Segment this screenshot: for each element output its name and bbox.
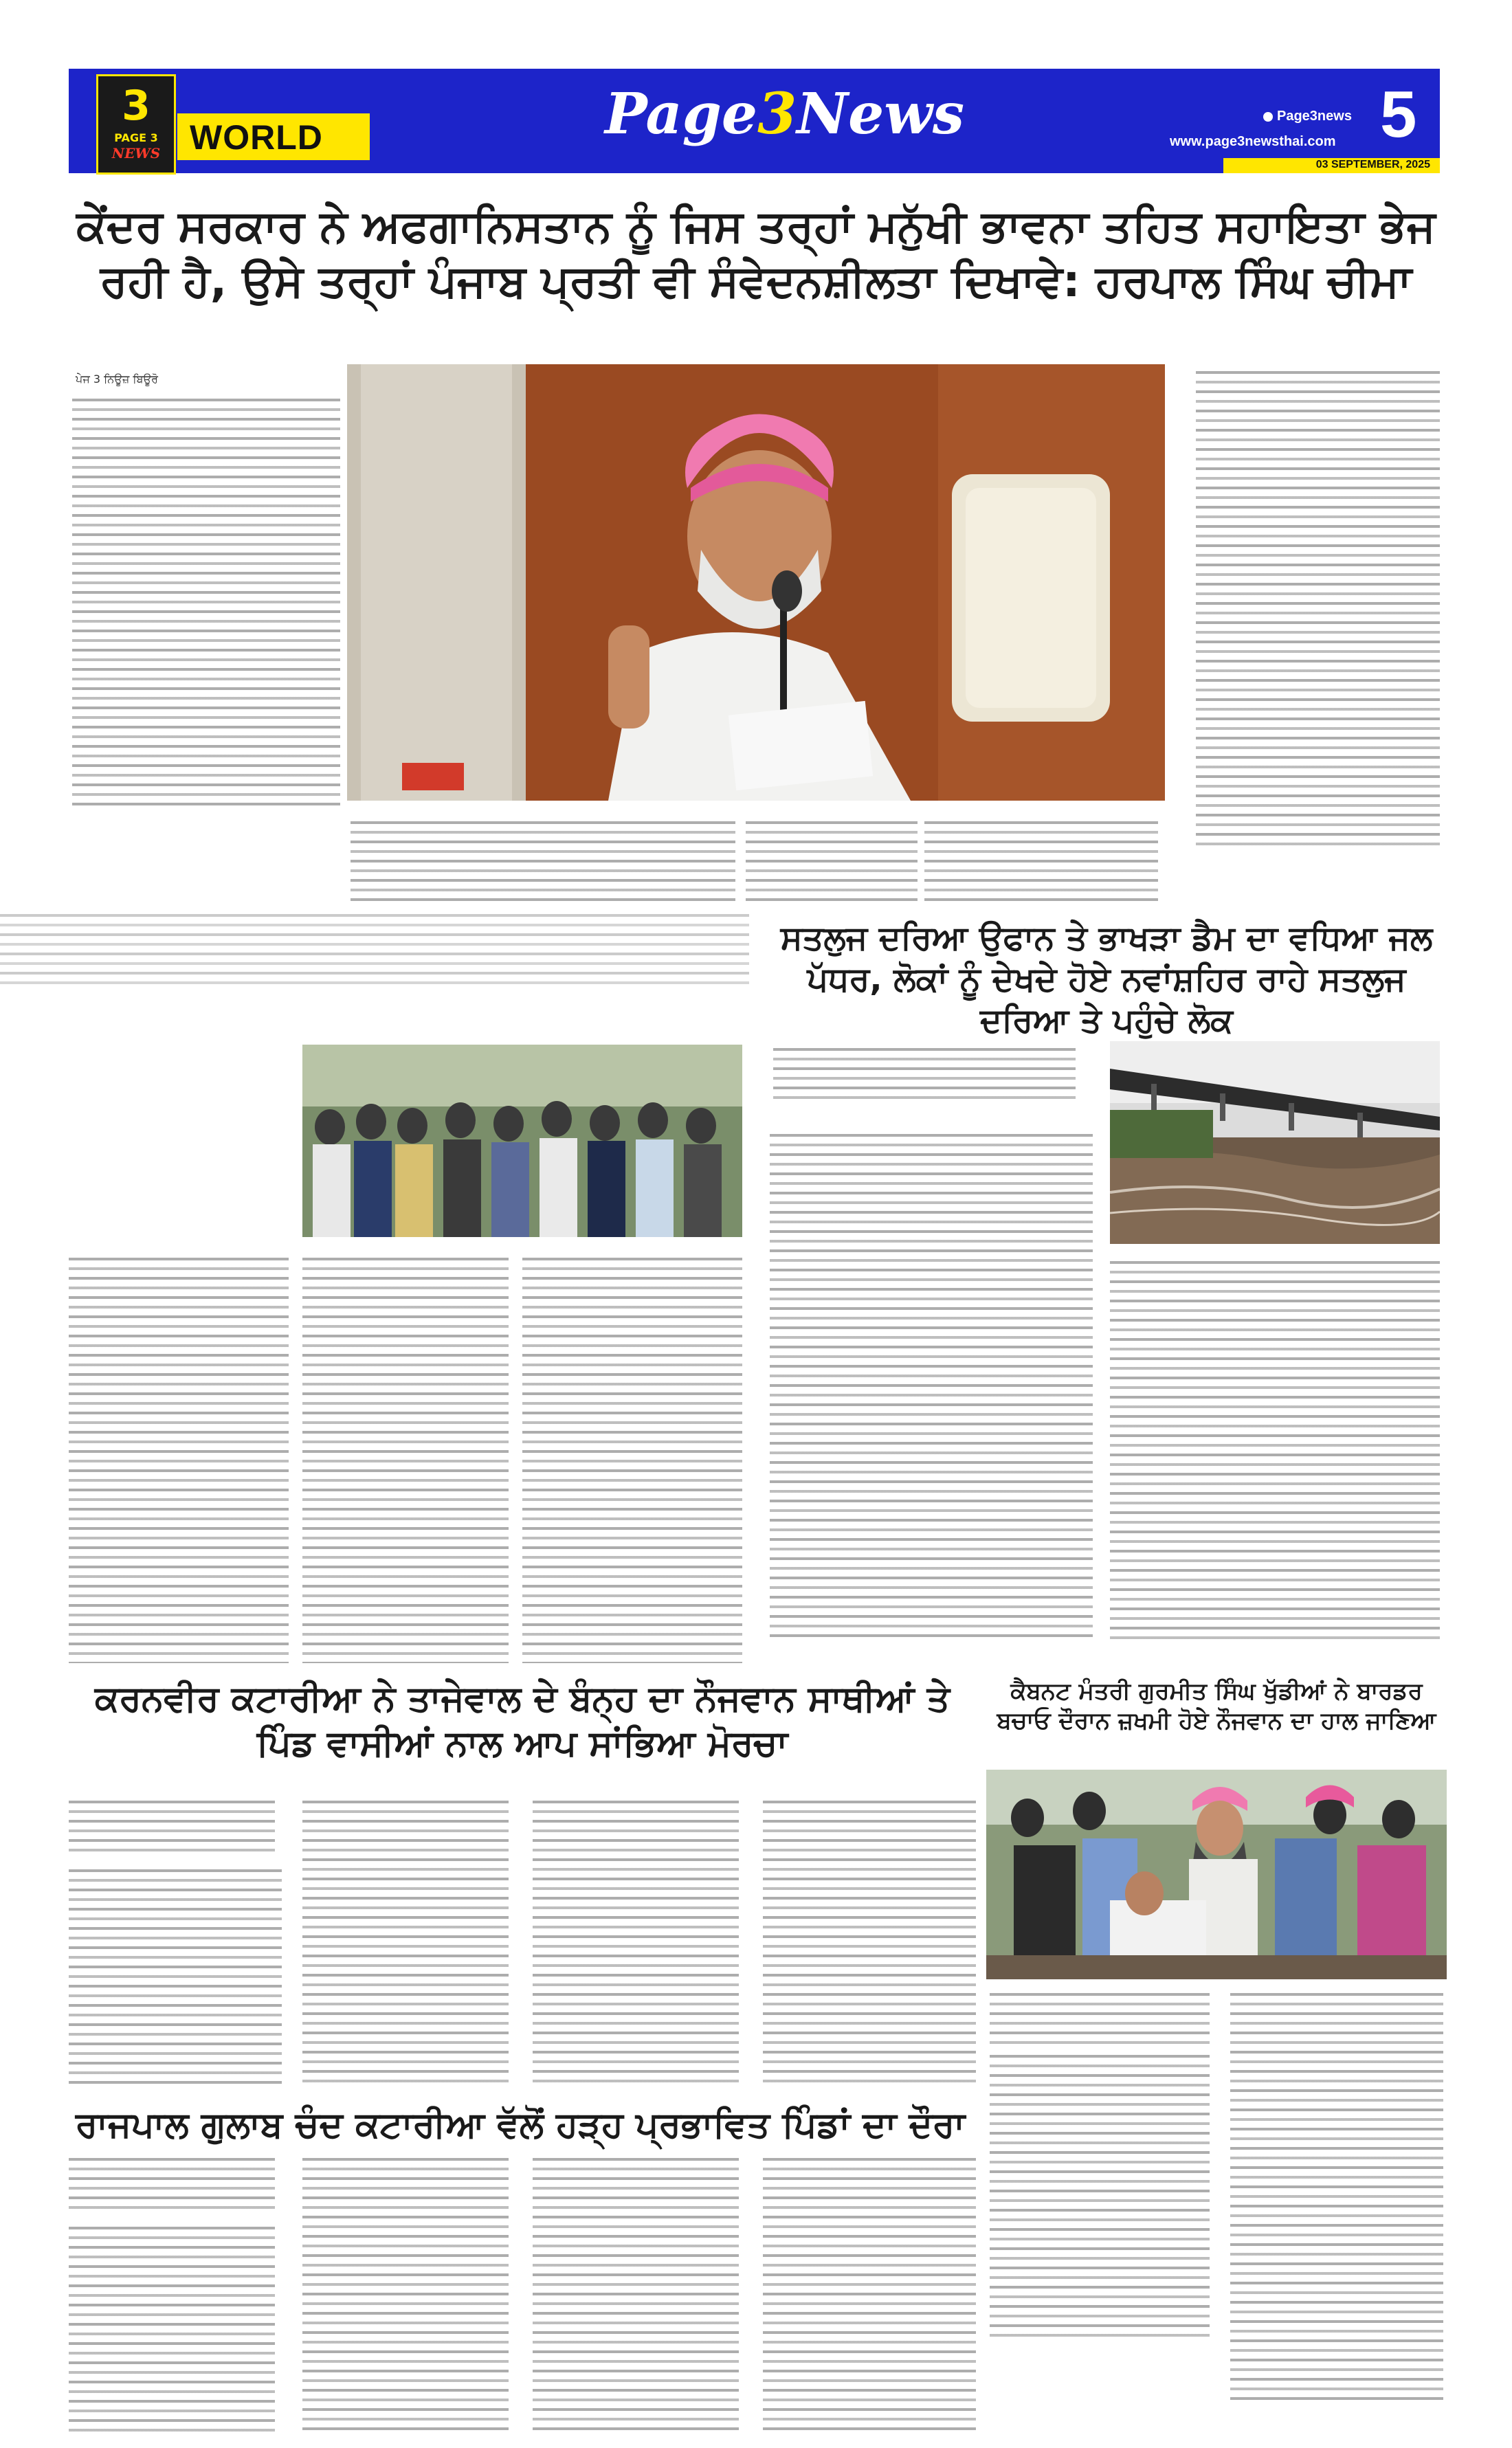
story-3-byline <box>69 1801 275 1852</box>
main-story-column-2 <box>351 821 735 904</box>
section-label: WORLD <box>190 118 323 157</box>
story-4-byline <box>69 2158 275 2210</box>
page3-logo[interactable] <box>96 74 176 175</box>
story-4-headline: ਰਾਜਪਾਲ ਗੁਲਾਬ ਚੰਦ ਕਟਾਰੀਆ ਵੱਲੋਂ ਹੜ੍ਹ ਪ੍ਰਭਾਵਿਤ ਪਿੰਡਾਂ ਦਾ ਦੌਰਾ <box>76 2104 966 2146</box>
brand-wordmark <box>605 81 965 147</box>
story-2-headline: ਸਤਲੁਜ ਦਰਿਆ ਉਫਾਨ ਤੇ ਭਾਖੜਾ ਡੈਮ ਦਾ ਵਧਿਆ ਜਲ ਪੱਧਰ, ਲੋਕਾਂ ਨੂੰ ਦੇਖਦੇ ਹੋਏ ਨਵਾਂਸ਼ਹਿਰ ਰਾਹੇ ਸਤਲੁਜ ਦਰਿਆ ਤੇ ਪਹੁੰਚੇ ਲੋਕ <box>780 919 1433 1040</box>
brand-prefix: Page <box>605 81 758 147</box>
left-story-headline-blur <box>0 914 749 990</box>
story-3-headline: ਕਰਨਵੀਰ ਕਟਾਰੀਆ ਨੇ ਤਾਜੇਵਾਲ ਦੇ ਬੰਨ੍ਹ ਦਾ ਨੌਜਵਾਨ ਸਾਥੀਆਂ ਤੇ ਪਿੰਡ ਵਾਸੀਆਂ ਨਾਲ ਆਪ ਸਾਂਭਿਆ ਮੋਰਚਾ <box>94 1678 950 1764</box>
site-url[interactable]: www.page3newsthai.com <box>1170 134 1336 149</box>
logo-digit: 3 <box>122 82 151 130</box>
main-story-photo <box>347 364 1165 801</box>
brand-suffix: News <box>797 81 965 147</box>
story-3-column-1 <box>69 1869 282 2089</box>
main-story-column-3 <box>746 821 918 904</box>
story-5-photo <box>986 1770 1447 1979</box>
issue-date: 03 SEPTEMBER, 2025 <box>1315 159 1430 170</box>
left-story-column-2 <box>302 1258 509 1663</box>
brand-digit: 3 <box>757 81 797 147</box>
story-4-column-3 <box>533 2158 739 2433</box>
main-headline: ਕੇਂਦਰ ਸਰਕਾਰ ਨੇ ਅਫਗਾਨਿਸਤਾਨ ਨੂੰ ਜਿਸ ਤਰ੍ਹਾਂ ਮਨੁੱਖੀ ਭਾਵਨਾ ਤਹਿਤ ਸਹਾਇਤਾ ਭੇਜ ਰਹੀ ਹੈ, ਉਸੇ ਤਰ੍ਹਾਂ ਪੰਜਾਬ ਪ੍ਰਤੀ ਵੀ ਸੰਵੇਦਨਸ਼ੀਲਤਾ ਦਿਖਾਵੇ: ਹਰਪਾਲ ਸਿੰਘ ਚੀਮਾ <box>76 201 1436 307</box>
facebook-icon <box>1263 112 1273 122</box>
social-handle[interactable] <box>1263 109 1352 124</box>
left-story-column-3 <box>522 1258 742 1663</box>
story-5-headline: ਕੈਬਨਟ ਮੰਤਰੀ ਗੁਰਮੀਤ ਸਿੰਘ ਖੁੱਡੀਆਂ ਨੇ ਬਾਰਡਰ ਬਚਾਓ ਦੌਰਾਨ ਜ਼ਖਮੀ ਹੋਏ ਨੌਜਵਾਨ ਦਾ ਹਾਲ ਜਾਣਿਆ <box>997 1678 1436 1735</box>
story-2-column-2 <box>1110 1261 1440 1643</box>
story-5-column-1 <box>990 2055 1210 2344</box>
story-5-column-2 <box>1230 1993 1443 2405</box>
logo-page-text: PAGE 3 <box>114 131 158 144</box>
story-2-byline <box>773 1048 1076 1103</box>
story-5-byline <box>990 1993 1210 2045</box>
social-handle-text: Page3news <box>1277 109 1352 124</box>
story-2-photo <box>1110 1041 1440 1244</box>
story-4-column-1 <box>69 2227 275 2433</box>
story-2-column-1 <box>770 1134 1093 1643</box>
left-story-photo <box>302 1045 742 1237</box>
main-story-column-1 <box>72 399 340 811</box>
story-3-column-4 <box>763 1801 976 2089</box>
left-story-column-1 <box>69 1258 289 1663</box>
section-tab <box>177 113 370 160</box>
main-byline: ਪੇਜ 3 ਨਿਊਜ਼ ਬਿਊਰੋ <box>76 372 158 386</box>
story-4-column-2 <box>302 2158 509 2433</box>
main-story-column-4 <box>924 821 1158 904</box>
date-strip <box>1223 158 1440 173</box>
story-3-column-3 <box>533 1801 739 2089</box>
main-photo-caption <box>347 804 753 816</box>
story-3-column-2 <box>302 1801 509 2089</box>
logo-news-text: NEWS <box>111 145 161 162</box>
page-number: 5 <box>1380 78 1417 151</box>
story-4-column-4 <box>763 2158 976 2433</box>
main-story-column-5 <box>1196 371 1440 852</box>
